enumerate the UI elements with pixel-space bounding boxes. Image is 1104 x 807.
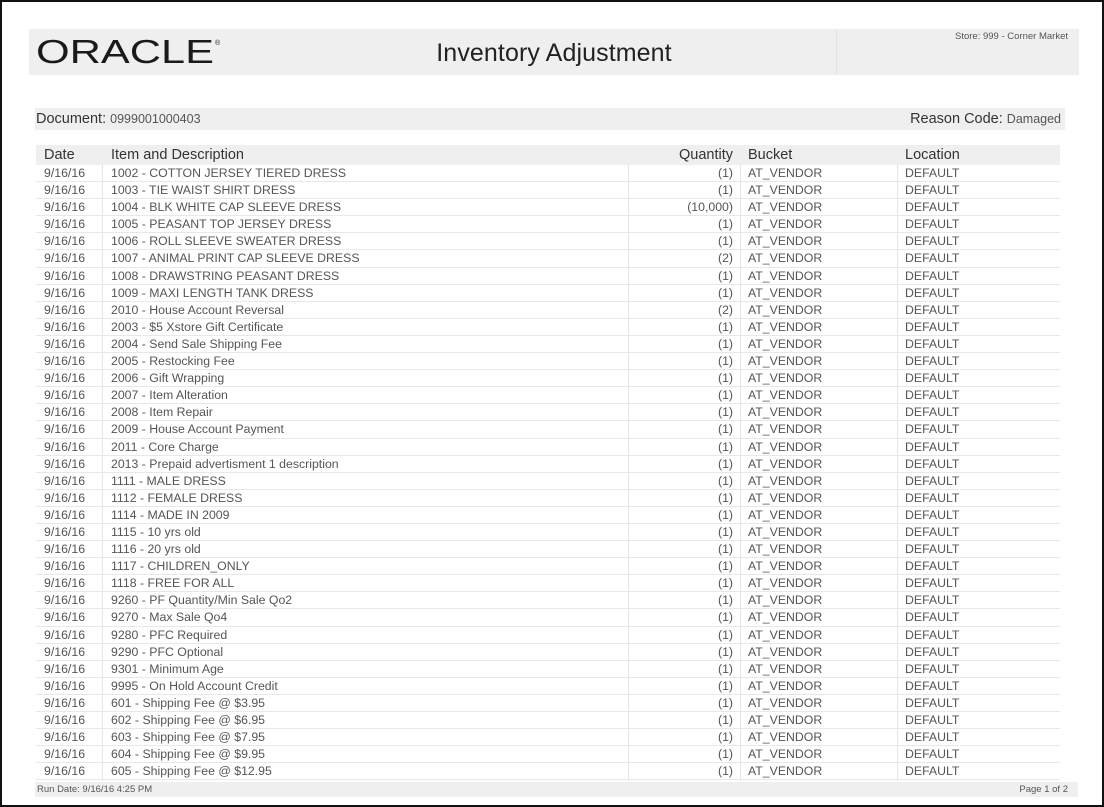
cell-bucket: AT_VENDOR [748, 490, 823, 505]
table-row [36, 490, 1060, 507]
table-row [36, 336, 1060, 353]
reason-code-label: Reason Code: [910, 111, 1003, 127]
cell-date: 9/16/16 [44, 456, 86, 471]
table-row [36, 524, 1060, 541]
cell-quantity: (1) [717, 183, 733, 198]
cell-location: DEFAULT [905, 524, 960, 539]
cell-item: 1115 - 10 yrs old [111, 524, 201, 539]
cell-date: 9/16/16 [44, 285, 86, 300]
cell-location: DEFAULT [905, 405, 960, 420]
cell-date: 9/16/16 [44, 610, 86, 625]
cell-quantity: (1) [717, 166, 733, 180]
cell-bucket: AT_VENDOR [748, 234, 823, 249]
cell-location: DEFAULT [905, 319, 960, 334]
cell-location: DEFAULT [905, 764, 960, 779]
cell-quantity: (1) [717, 234, 733, 249]
cell-bucket: AT_VENDOR [748, 593, 823, 608]
cell-item: 1006 - ROLL SLEEVE SWEATER DRESS [111, 234, 342, 249]
cell-quantity: (1) [717, 319, 733, 334]
cell-location: DEFAULT [905, 542, 960, 557]
cell-quantity: (1) [717, 661, 733, 676]
table-row [36, 575, 1060, 592]
cell-quantity: (1) [717, 747, 733, 762]
cell-bucket: AT_VENDOR [748, 524, 823, 539]
cell-bucket: AT_VENDOR [748, 644, 823, 659]
cell-item: 1118 - FREE FOR ALL [111, 576, 235, 591]
cell-quantity: (1) [717, 610, 733, 625]
report-title: Inventory Adjustment [436, 39, 672, 67]
cell-date: 9/16/16 [44, 319, 86, 334]
cell-date: 9/16/16 [44, 490, 86, 505]
cell-location: DEFAULT [905, 507, 960, 522]
cell-location: DEFAULT [905, 183, 960, 198]
cell-location: DEFAULT [905, 302, 960, 317]
cell-bucket: AT_VENDOR [748, 319, 823, 334]
cell-item: 604 - Shipping Fee @ $9.95 [111, 747, 265, 762]
cell-quantity: (1) [717, 354, 733, 369]
cell-location: DEFAULT [905, 439, 960, 454]
cell-bucket: AT_VENDOR [748, 456, 823, 471]
cell-item: 9995 - On Hold Account Credit [111, 678, 278, 693]
cell-bucket: AT_VENDOR [748, 371, 823, 386]
cell-date: 9/16/16 [44, 302, 86, 317]
cell-quantity: (1) [717, 268, 733, 283]
cell-quantity: (1) [717, 439, 733, 454]
cell-quantity: (1) [717, 627, 733, 642]
cell-quantity: (1) [717, 678, 733, 693]
cell-date: 9/16/16 [44, 336, 86, 351]
cell-item: 2007 - Item Alteration [111, 388, 228, 403]
cell-quantity: (1) [717, 405, 733, 420]
cell-bucket: AT_VENDOR [748, 405, 823, 420]
table-row [36, 370, 1060, 387]
cell-quantity: (1) [717, 713, 733, 727]
cell-bucket: AT_VENDOR [748, 285, 823, 300]
cell-item: 2008 - Item Repair [111, 405, 213, 420]
cell-quantity: (1) [717, 559, 733, 574]
cell-bucket: AT_VENDOR [748, 183, 823, 198]
document-number [36, 111, 201, 127]
reason-code [910, 111, 1061, 127]
cell-quantity: (1) [717, 507, 733, 522]
cell-item: 1002 - COTTON JERSEY TIERED DRESS [111, 166, 347, 180]
cell-item: 601 - Shipping Fee @ $3.95 [111, 695, 265, 710]
reason-code-value: Damaged [1006, 112, 1061, 126]
cell-bucket: AT_VENDOR [748, 559, 823, 574]
cell-item: 603 - Shipping Fee @ $7.95 [111, 730, 265, 745]
cell-date: 9/16/16 [44, 576, 86, 591]
cell-bucket: AT_VENDOR [748, 713, 823, 727]
cell-item: 1112 - FEMALE DRESS [111, 490, 243, 505]
table-row [36, 592, 1060, 609]
cell-date: 9/16/16 [44, 678, 86, 693]
store-label: Store: 999 - Corner Market [955, 31, 1068, 42]
table-row [36, 250, 1060, 267]
table-row [36, 695, 1060, 712]
table-row [36, 763, 1060, 780]
cell-quantity: (2) [717, 302, 733, 317]
cell-location: DEFAULT [905, 234, 960, 249]
table-row [36, 302, 1060, 319]
table-header-row [36, 145, 1060, 165]
table-row [36, 199, 1060, 216]
cell-item: 1008 - DRAWSTRING PEASANT DRESS [111, 268, 340, 283]
cell-date: 9/16/16 [44, 507, 86, 522]
cell-item: 2010 - House Account Reversal [111, 302, 284, 317]
table-body [36, 165, 1060, 780]
page-number: Page 1 of 2 [1019, 784, 1068, 795]
table-row [36, 353, 1060, 370]
cell-location: DEFAULT [905, 730, 960, 745]
table-row [36, 233, 1060, 250]
cell-quantity: (1) [717, 695, 733, 710]
table-row [36, 182, 1060, 199]
cell-date: 9/16/16 [44, 200, 86, 215]
cell-quantity: (2) [717, 251, 733, 266]
cell-bucket: AT_VENDOR [748, 695, 823, 710]
cell-quantity: (1) [717, 524, 733, 539]
cell-location: DEFAULT [905, 388, 960, 403]
cell-bucket: AT_VENDOR [748, 730, 823, 745]
cell-quantity: (1) [717, 217, 733, 232]
cell-quantity: (1) [717, 593, 733, 608]
cell-date: 9/16/16 [44, 439, 86, 454]
cell-bucket: AT_VENDOR [748, 388, 823, 403]
table-row [36, 216, 1060, 233]
table-row [36, 404, 1060, 421]
cell-item: 2006 - Gift Wrapping [111, 371, 225, 386]
cell-item: 2011 - Core Charge [111, 439, 219, 454]
cell-item: 2013 - Prepaid advertisment 1 description [111, 456, 339, 471]
cell-bucket: AT_VENDOR [748, 542, 823, 557]
cell-bucket: AT_VENDOR [748, 610, 823, 625]
cell-location: DEFAULT [905, 576, 960, 591]
table-row [36, 678, 1060, 695]
cell-location: DEFAULT [905, 559, 960, 574]
cell-item: 602 - Shipping Fee @ $6.95 [111, 713, 265, 727]
cell-date: 9/16/16 [44, 764, 86, 779]
cell-bucket: AT_VENDOR [748, 439, 823, 454]
cell-quantity: (1) [717, 473, 733, 488]
cell-location: DEFAULT [905, 268, 960, 283]
cell-location: DEFAULT [905, 695, 960, 710]
cell-location: DEFAULT [905, 678, 960, 693]
table-row [36, 746, 1060, 763]
table-row [36, 165, 1060, 182]
cell-date: 9/16/16 [44, 405, 86, 420]
cell-item: 2004 - Send Sale Shipping Fee [111, 336, 282, 351]
cell-location: DEFAULT [905, 610, 960, 625]
table-row [36, 421, 1060, 438]
cell-date: 9/16/16 [44, 627, 86, 642]
cell-bucket: AT_VENDOR [748, 354, 823, 369]
cell-bucket: AT_VENDOR [748, 507, 823, 522]
cell-bucket: AT_VENDOR [748, 678, 823, 693]
cell-date: 9/16/16 [44, 388, 86, 403]
cell-quantity: (10,000) [687, 200, 733, 215]
cell-quantity: (1) [717, 456, 733, 471]
cell-location: DEFAULT [905, 166, 960, 180]
cell-item: 605 - Shipping Fee @ $12.95 [111, 764, 272, 779]
cell-location: DEFAULT [905, 593, 960, 608]
cell-item: 1005 - PEASANT TOP JERSEY DRESS [111, 217, 332, 232]
cell-quantity: (1) [717, 764, 733, 779]
cell-bucket: AT_VENDOR [748, 251, 823, 266]
svg-text:ORACLE: ORACLE [36, 35, 214, 69]
column-header-item: Item and Description [111, 147, 244, 163]
cell-item: 9270 - Max Sale Qo4 [111, 610, 228, 625]
table-row [36, 627, 1060, 644]
document-value: 0999001000403 [110, 112, 201, 126]
cell-location: DEFAULT [905, 354, 960, 369]
cell-date: 9/16/16 [44, 166, 86, 180]
cell-bucket: AT_VENDOR [748, 422, 823, 437]
cell-bucket: AT_VENDOR [748, 200, 823, 215]
svg-text:®: ® [215, 40, 221, 47]
cell-quantity: (1) [717, 730, 733, 745]
table-row [36, 729, 1060, 746]
cell-item: 1114 - MADE IN 2009 [111, 507, 230, 522]
cell-item: 1003 - TIE WAIST SHIRT DRESS [111, 183, 296, 198]
cell-date: 9/16/16 [44, 713, 86, 727]
cell-bucket: AT_VENDOR [748, 302, 823, 317]
cell-item: 1009 - MAXI LENGTH TANK DRESS [111, 285, 314, 300]
cell-item: 9280 - PFC Required [111, 627, 228, 642]
cell-item: 9301 - Minimum Age [111, 661, 224, 676]
cell-bucket: AT_VENDOR [748, 217, 823, 232]
cell-date: 9/16/16 [44, 593, 86, 608]
column-header-bucket: Bucket [748, 147, 793, 163]
table-row [36, 644, 1060, 661]
cell-date: 9/16/16 [44, 422, 86, 437]
cell-date: 9/16/16 [44, 747, 86, 762]
cell-location: DEFAULT [905, 371, 960, 386]
cell-item: 1111 - MALE DRESS [111, 473, 226, 488]
table-row [36, 268, 1060, 285]
cell-quantity: (1) [717, 371, 733, 386]
cell-item: 9290 - PFC Optional [111, 644, 224, 659]
cell-date: 9/16/16 [44, 524, 86, 539]
cell-location: DEFAULT [905, 200, 960, 215]
cell-location: DEFAULT [905, 661, 960, 676]
table-row [36, 319, 1060, 336]
column-header-location: Location [905, 147, 960, 163]
cell-item: 1116 - 20 yrs old [111, 542, 201, 557]
cell-item: 1117 - CHILDREN_ONLY [111, 559, 250, 574]
cell-quantity: (1) [717, 644, 733, 659]
column-header-date: Date [44, 147, 75, 163]
cell-location: DEFAULT [905, 713, 960, 727]
table-row [36, 387, 1060, 404]
cell-date: 9/16/16 [44, 661, 86, 676]
cell-quantity: (1) [717, 542, 733, 557]
cell-date: 9/16/16 [44, 730, 86, 745]
table-row [36, 661, 1060, 678]
cell-bucket: AT_VENDOR [748, 764, 823, 779]
cell-date: 9/16/16 [44, 473, 86, 488]
table-row [36, 439, 1060, 456]
cell-date: 9/16/16 [44, 183, 86, 198]
cell-quantity: (1) [717, 336, 733, 351]
cell-location: DEFAULT [905, 336, 960, 351]
cell-date: 9/16/16 [44, 542, 86, 557]
cell-bucket: AT_VENDOR [748, 473, 823, 488]
cell-date: 9/16/16 [44, 234, 86, 249]
cell-location: DEFAULT [905, 627, 960, 642]
cell-quantity: (1) [717, 388, 733, 403]
cell-date: 9/16/16 [44, 695, 86, 710]
cell-date: 9/16/16 [44, 268, 86, 283]
cell-item: 2005 - Restocking Fee [111, 354, 235, 369]
cell-item: 1004 - BLK WHITE CAP SLEEVE DRESS [111, 200, 342, 215]
cell-quantity: (1) [717, 490, 733, 505]
cell-bucket: AT_VENDOR [748, 747, 823, 762]
cell-bucket: AT_VENDOR [748, 336, 823, 351]
table-row [36, 473, 1060, 490]
run-date: Run Date: 9/16/16 4:25 PM [37, 784, 153, 795]
cell-location: DEFAULT [905, 285, 960, 300]
cell-date: 9/16/16 [44, 217, 86, 232]
cell-quantity: (1) [717, 285, 733, 300]
inventory-table [36, 145, 1060, 780]
cell-bucket: AT_VENDOR [748, 627, 823, 642]
table-row [36, 558, 1060, 575]
table-row [36, 456, 1060, 473]
cell-item: 9260 - PF Quantity/Min Sale Qo2 [111, 593, 293, 608]
cell-location: DEFAULT [905, 747, 960, 762]
cell-item: 2003 - $5 Xstore Gift Certificate [111, 319, 284, 334]
cell-item: 2009 - House Account Payment [111, 422, 284, 437]
cell-location: DEFAULT [905, 473, 960, 488]
cell-date: 9/16/16 [44, 371, 86, 386]
cell-location: DEFAULT [905, 217, 960, 232]
table-row [36, 609, 1060, 626]
cell-date: 9/16/16 [44, 559, 86, 574]
table-row [36, 507, 1060, 524]
footer-band [35, 782, 1078, 797]
cell-date: 9/16/16 [44, 644, 86, 659]
cell-bucket: AT_VENDOR [748, 576, 823, 591]
column-header-quantity: Quantity [679, 147, 733, 163]
cell-quantity: (1) [717, 576, 733, 591]
cell-location: DEFAULT [905, 456, 960, 471]
table-row [36, 541, 1060, 558]
cell-location: DEFAULT [905, 644, 960, 659]
cell-item: 1007 - ANIMAL PRINT CAP SLEEVE DRESS [111, 251, 360, 266]
cell-bucket: AT_VENDOR [748, 661, 823, 676]
cell-location: DEFAULT [905, 490, 960, 505]
cell-location: DEFAULT [905, 251, 960, 266]
cell-location: DEFAULT [905, 422, 960, 437]
cell-bucket: AT_VENDOR [748, 166, 823, 180]
cell-bucket: AT_VENDOR [748, 268, 823, 283]
table-row [36, 712, 1060, 729]
table-row [36, 285, 1060, 302]
cell-date: 9/16/16 [44, 354, 86, 369]
cell-quantity: (1) [717, 422, 733, 437]
cell-date: 9/16/16 [44, 251, 86, 266]
document-label: Document: [36, 111, 107, 127]
